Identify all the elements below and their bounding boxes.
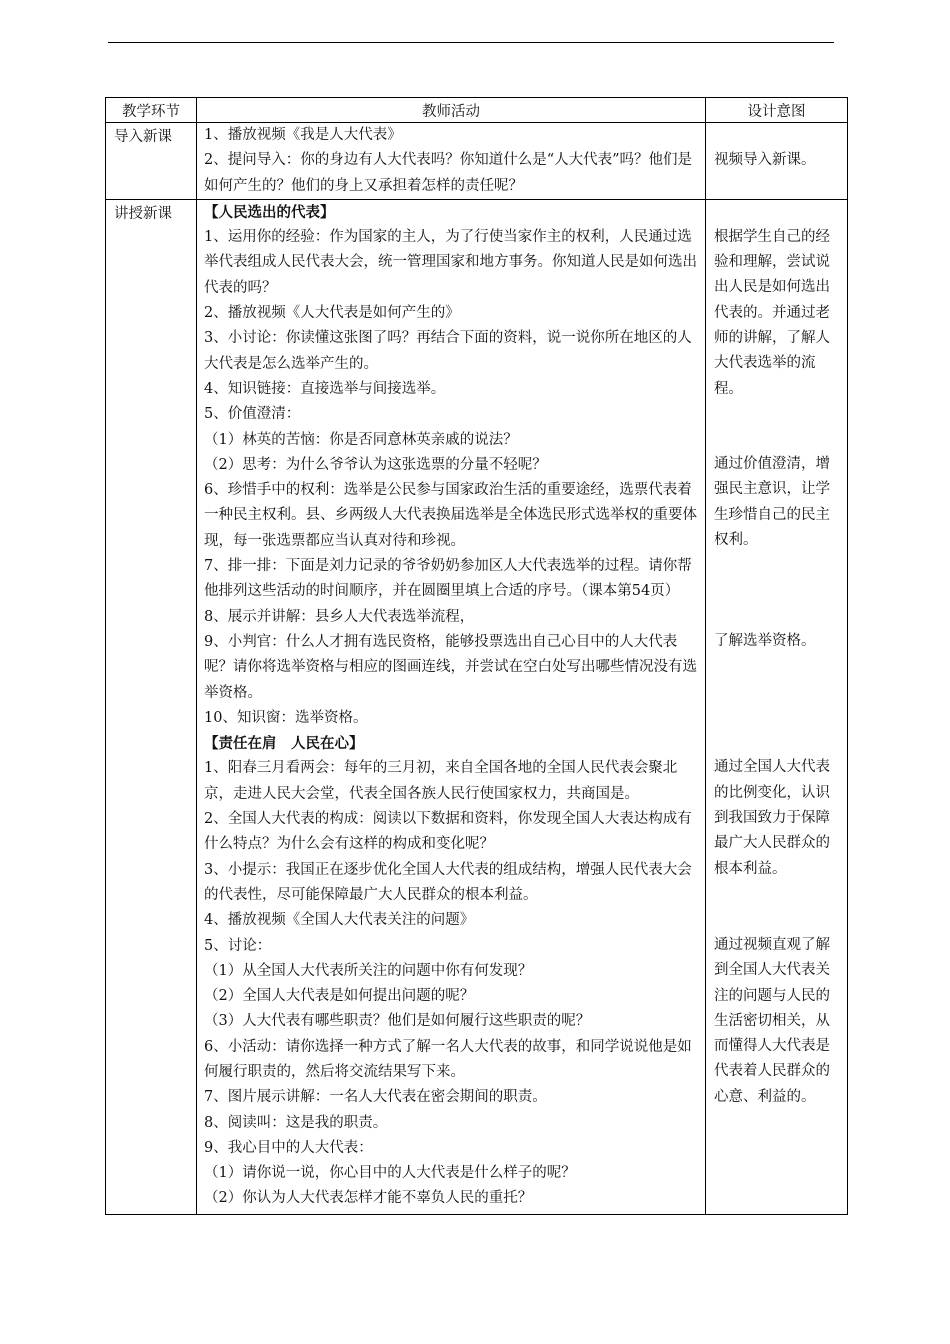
header-rule xyxy=(108,42,834,43)
stage-label: 导入新课 xyxy=(114,129,172,145)
activity-line: 2、播放视频《人大代表是如何产生的》 xyxy=(204,305,460,322)
activity-line: （2）全国人大代表是如何提出问题的呢？ xyxy=(204,988,475,1005)
stage-cell xyxy=(106,199,197,1214)
activity-line: 5、讨论： xyxy=(204,937,272,954)
activity-line: 1、阳春三月看两会：每年的三月初，来自全国各地的全国人民代表会聚北京，走进人民大会堂，代表全国各族人民行使国家权力，共商国是。 xyxy=(204,760,678,802)
activity-line: （2）你认为人大代表怎样才能不辜负人民的重托？ xyxy=(204,1190,533,1207)
intent-cell xyxy=(706,123,848,200)
activity-line: 6、珍惜手中的权利：选举是公民参与国家政治生活的重要途经，选票代表着一种民主权利。县、乡两级人大代表换届选举是全体选民形式选举权的重要体现，每一张选票都应当认真对待和珍视。 xyxy=(204,482,697,549)
lesson-plan-table xyxy=(105,97,848,1215)
activity-line: 1、运用你的经验：作为国家的主人，为了行使当家作主的权利，人民通过选举代表组成人民代表大会，统一管理国家和地方事务。你知道人民是如何选出代表的吗？ xyxy=(204,229,697,296)
activity-line: 3、小讨论：你读懂这张图了吗？再结合下面的资料，说一说你所在地区的人大代表是怎么选举产生的。 xyxy=(204,330,692,372)
activity-line: 8、展示并讲解：县乡人大代表选举流程， xyxy=(204,608,475,625)
header-intent: 设计意图 xyxy=(706,98,848,123)
intent-text: 通过全国人大代表的比例变化，认识到我国致力于保障最广大人民群众的根本利益。 xyxy=(714,759,830,877)
header-stage: 教学环节 xyxy=(106,98,197,123)
section-heading: 【人民选出的代表】 xyxy=(204,203,335,221)
activity-line: 9、我心目中的人大代表： xyxy=(204,1139,373,1156)
activity-line: 8、阅读叫：这是我的职责。 xyxy=(204,1114,388,1131)
table-row-intro xyxy=(106,123,848,200)
activity-line: （1）林英的苦恼：你是否同意林英亲戚的说法？ xyxy=(204,431,518,448)
intent-text: 通过价值澄清，增强民主意识，让学生珍惜自己的民主权利。 xyxy=(714,455,830,548)
header-activities: 教师活动 xyxy=(197,98,706,123)
activity-line: 4、知识链接：直接选举与间接选举。 xyxy=(204,380,446,397)
activity-line: 7、图片展示讲解：一名人大代表在密会期间的职责。 xyxy=(204,1089,547,1106)
section-heading: 【责任在肩 人民在心】 xyxy=(204,735,364,753)
intent-text: 视频导入新课。 xyxy=(714,152,816,168)
intent-text: 根据学生自己的经验和理解，尝试说出人民是如何选出代表的。并通过老师的讲解，了解人大代表选举的流程。 xyxy=(714,228,830,397)
activity-line: （3）人大代表有哪些职责？他们是如何履行这些职责的呢？ xyxy=(204,1013,591,1030)
stage-cell xyxy=(106,123,197,200)
activity-line: 10、知识窗：选举资格。 xyxy=(204,709,368,726)
activity-line: 5、价值澄清： xyxy=(204,406,301,423)
activity-line: 4、播放视频《全国人大代表关注的问题》 xyxy=(204,912,475,929)
activity-line: 9、小判官：什么人才拥有选民资格，能够投票选出自己心目中的人大代表呢？请你将选举资格与相应的图画连线，并尝试在空白处写出哪些情况没有选举资格。 xyxy=(204,633,697,701)
activities-cell xyxy=(197,199,706,1214)
activity-line: 6、小活动：请你选择一种方式了解一名人大代表的故事，和同学说说他是如何履行职责的，然后将交流结果写下来。 xyxy=(204,1038,692,1080)
intent-cell xyxy=(706,199,848,1214)
activities-cell xyxy=(197,123,706,200)
activity-line: （1）请你说一说，你心目中的人大代表是什么样子的呢？ xyxy=(204,1165,576,1182)
activity-line: 3、小提示：我国正在逐步优化全国人大代表的组成结构，增强人民代表大会的代表性，尽可能保障最广大人民群众的根本利益。 xyxy=(204,861,692,903)
activity-line: 1、播放视频《我是人大代表》 xyxy=(204,127,402,143)
activity-line: 7、排一排：下面是刘力记录的爷爷奶奶参加区人大代表选举的过程。请你帮他排列这些活动的时间顺序，并在圆圈里填上合适的序号。（课本第54页） xyxy=(204,558,692,600)
activity-line: （1）从全国人大代表所关注的问题中你有何发现？ xyxy=(204,962,533,979)
intent-text: 了解选举资格。 xyxy=(714,633,816,650)
activity-line: 2、全国人大代表的构成：阅读以下数据和资料，你发现全国人大表达构成有什么特点？为什么会有这样的构成和变化呢？ xyxy=(204,811,692,853)
table-header-row xyxy=(106,98,848,123)
table-row-teaching xyxy=(106,199,848,1214)
activity-line: （2）思考：为什么爷爷认为这张选票的分量不轻呢？ xyxy=(204,456,547,473)
intent-text: 通过视频直观了解到全国人大代表关注的问题与人民的生活密切相关，从而懂得人大代表是代表着人民群众的心意、利益的。 xyxy=(714,936,830,1105)
activity-line: 2、提问导入：你的身边有人大代表吗？你知道什么是“人大代表”吗？他们是如何产生的？他们的身上又承担着怎样的责任呢？ xyxy=(204,152,693,194)
stage-label: 讲授新课 xyxy=(114,205,172,222)
